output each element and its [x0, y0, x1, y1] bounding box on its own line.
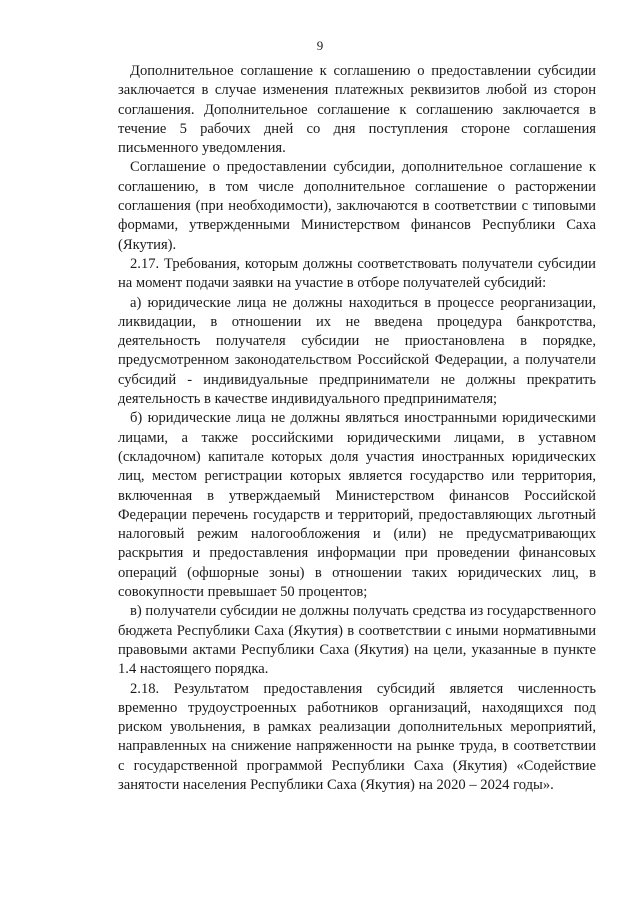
- paragraph-2-18-result: 2.18. Результатом предоставления субсидий является численность временно трудоустроенных работников организаций, находящихся под риском увольнения, в рамках реализации дополнительных мероприятий, направленных на снижение напряженности на рынке труда, в соответствии с государственной программой Республики Саха (Якутия) «Содействие занятости населения Республики Саха (Якутия) на 2020 – 2024 годы».: [118, 680, 596, 793]
- paragraph-requirement-c: в) получатели субсидии не должны получать средства из государственного бюджета Республики Саха (Якутия) в соответствии с иными нормативными правовыми актами Республики Саха (Якутия) на цели, указанные в пункте 1.4 настоящего порядка.: [118, 603, 596, 678]
- paragraph-requirement-a: а) юридические лица не должны находиться в процессе реорганизации, ликвидации, в отношении их не введена процедура банкротства, деятельность получателя субсидии не приостановлена в порядке, предусмотренном законодательством Российской Федерации, а получатели субсидий - индивидуальные предприниматели не должны прекратить деятельность в качестве индивидуального предпринимателя;: [118, 294, 596, 408]
- document-body: [118, 62, 596, 795]
- paragraph-agreement-forms: Соглашение о предоставлении субсидии, дополнительное соглашение к соглашению, в том числе дополнительное соглашение о расторжении соглашения (при необходимости), заключаются в соответствии с типовыми формами, утвержденными Министерством финансов Республики Саха (Якутия).: [118, 159, 596, 253]
- page-number: 9: [316, 38, 324, 53]
- paragraph-additional-agreement: Дополнительное соглашение к соглашению о предоставлении субсидии заключается в случае изменения платежных реквизитов любой из сторон соглашения. Дополнительное соглашение к соглашению заключается в течение 5 рабочих дней со дня поступления стороне соглашения письменного уведомления.: [118, 63, 596, 157]
- paragraph-2-17-requirements: 2.17. Требования, которым должны соответствовать получатели субсидии на момент подачи заявки на участие в отборе получателей субсидий:: [118, 255, 596, 292]
- paragraph-requirement-b: б) юридические лица не должны являться иностранными юридическими лицами, а также российскими юридическими лицами, в уставном (складочном) капитале которых доля участия иностранных юридических лиц, местом регистрации которых является государство или территория, включенная в утверждаемый Министерством финансов Российской Федерации перечень государств и территорий, предоставляющих льготный налоговый режим налогообложения и (или) не предусматривающих раскрытия и предоставления информации при проведении финансовых операций (офшорные зоны) в отношении таких юридических лиц, в совокупности превышает 50 процентов;: [118, 410, 596, 601]
